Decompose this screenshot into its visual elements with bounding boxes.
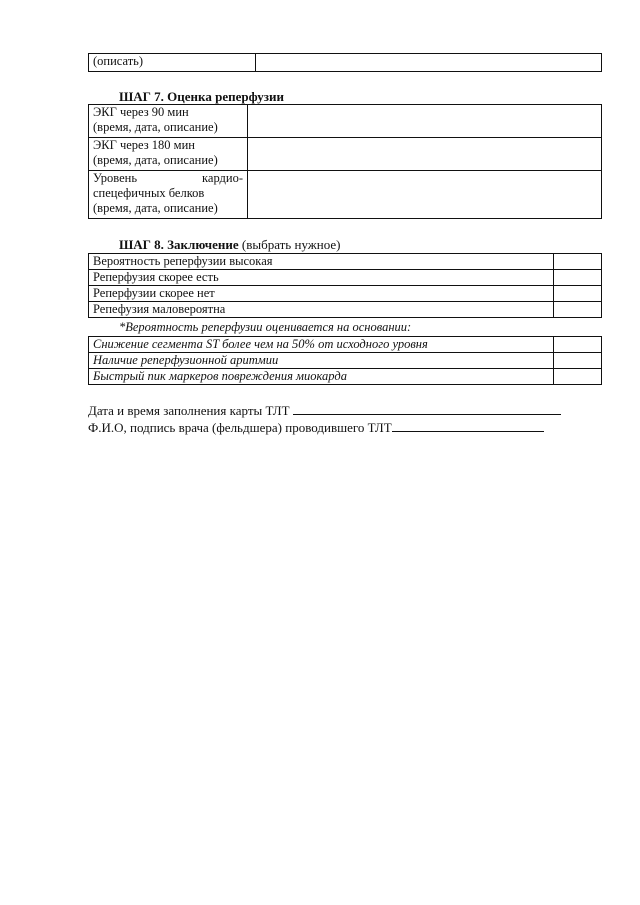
option-checkbox[interactable] (554, 270, 602, 286)
criteria-text: Быстрый пик маркеров повреждения миокарда (89, 369, 554, 385)
step7-table (88, 104, 602, 219)
markers-line2: спецефичных белков (93, 186, 205, 200)
criteria-text: Наличие реперфузионной аритмии (89, 353, 554, 369)
criteria-text: Снижение сегмента ST более чем на 50% от исходного уровня (89, 337, 554, 353)
option-text: Реперфузии скорее нет (89, 286, 554, 302)
describe-field[interactable] (256, 54, 602, 72)
step8-title: ШАГ 8. Заключение (119, 237, 239, 252)
criteria-checkbox[interactable] (554, 369, 602, 385)
option-checkbox[interactable] (554, 286, 602, 302)
describe-label: (описать) (89, 54, 256, 72)
step8-subtitle: (выбрать нужное) (241, 237, 341, 252)
step7-row-ecg90-field[interactable] (248, 105, 602, 138)
option-text: Репефузия маловероятна (89, 302, 554, 318)
name-label: Ф.И.О, подпись врача (фельдшера) проводившего ТЛТ (88, 420, 392, 435)
step7-heading: ШАГ 7. Оценка реперфузии (119, 89, 284, 104)
step7-row-ecg90-label (89, 105, 248, 138)
name-blank[interactable] (392, 420, 544, 432)
ecg180-line1: ЭКГ через 180 мин (93, 138, 195, 152)
markers-line1b: кардио- (202, 171, 243, 185)
markers-line1 (93, 171, 243, 186)
criteria-checkbox[interactable] (554, 353, 602, 369)
step8-criteria-table (88, 336, 602, 385)
signature-line-name (88, 420, 544, 436)
step8-heading (119, 237, 340, 253)
step7-row-ecg180-label (89, 138, 248, 171)
option-checkbox[interactable] (554, 302, 602, 318)
markers-line1a: Уровень (93, 171, 138, 185)
step8-options-table (88, 253, 602, 318)
step7-row-markers-field[interactable] (248, 171, 602, 219)
date-blank[interactable] (293, 403, 561, 415)
option-text: Вероятность реперфузии высокая (89, 254, 554, 270)
step7-row-ecg180-field[interactable] (248, 138, 602, 171)
markers-line3: (время, дата, описание) (93, 201, 218, 215)
option-checkbox[interactable] (554, 254, 602, 270)
top-row-table (88, 53, 602, 72)
ecg180-line2: (время, дата, описание) (93, 153, 218, 167)
ecg90-line1: ЭКГ через 90 мин (93, 105, 189, 119)
ecg90-line2: (время, дата, описание) (93, 120, 218, 134)
step7-row-markers-label (89, 171, 248, 219)
option-text: Реперфузия скорее есть (89, 270, 554, 286)
criteria-note: *Вероятность реперфузии оценивается на основании: (119, 320, 412, 334)
criteria-checkbox[interactable] (554, 337, 602, 353)
date-label: Дата и время заполнения карты ТЛТ (88, 403, 290, 418)
signature-line-date (88, 403, 561, 419)
